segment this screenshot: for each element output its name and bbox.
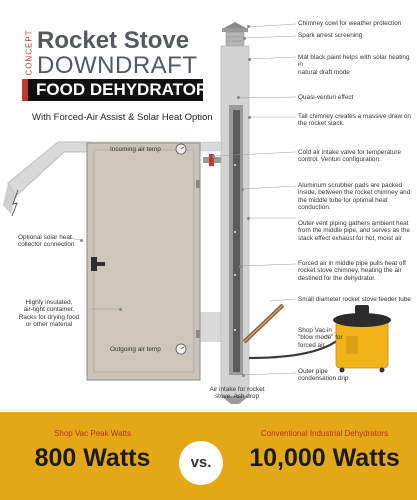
label-forced-air: Forced air in middle pipe pulls heat off rocket stove chimney, heating the air destined for the dehydrator. bbox=[298, 260, 406, 282]
comparison-right-label: Conventional Industrial Dehydrators bbox=[260, 429, 389, 438]
label-quasi-venturi: Quasi-venturi effect bbox=[298, 94, 354, 101]
label-air-intake: Air intake for rocket stove. Ash drop bbox=[209, 386, 265, 401]
label-mat-black: Mat black paint helps with solar heating in natural draft mode bbox=[298, 54, 410, 76]
concept-label: CONCEPT bbox=[24, 29, 34, 76]
title-line-2: DOWNDRAFT bbox=[37, 52, 198, 79]
label-incoming-air: Incoming air temp bbox=[110, 146, 161, 153]
comparison-right-value: 10,000 Watts bbox=[249, 444, 400, 472]
subtitle: With Forced-Air Assist & Solar Heat Option bbox=[32, 112, 213, 123]
label-cold-air-valve: Cold air intake valve for temperature control. Venturi configuration. bbox=[298, 149, 402, 164]
label-outer-vent: Outer vent piping gathers ambient heat from the middle pipe, and serves as the stack effect exhaust for hot, moist air bbox=[298, 220, 410, 242]
comparison-left-value: 800 Watts bbox=[34, 444, 151, 472]
label-chimney-cowl: Chimney cowl for weather protection bbox=[298, 20, 402, 27]
title-line-3: FOOD DEHYDRATOR bbox=[36, 80, 209, 99]
comparison-left-label: Shop Vac Peak Watts bbox=[54, 429, 131, 438]
comparison-vs-badge: vs. bbox=[179, 441, 223, 485]
label-tall-chimney: Tall chimney creates a massive draw on the rocket stack. bbox=[298, 113, 411, 128]
label-shop-vac: Shop Vac in "blow mode" for forced air bbox=[298, 327, 343, 349]
label-aluminum-scrubber: Aluminum scrubber pads are packed inside, between the rocket chimney and the middle tube for optimal heat conduction. bbox=[298, 182, 411, 212]
label-outgoing-air: Outgoing air temp bbox=[110, 346, 161, 353]
title-line-1: Rocket Stove bbox=[37, 27, 190, 54]
label-condensation: Outer pipe condensation drip bbox=[298, 368, 349, 383]
label-solar-collector: Optional solar heat collector connection bbox=[18, 234, 75, 249]
label-feeder-tube: Small diameter rocket stove feeder tube bbox=[298, 296, 411, 303]
label-spark-arrest: Spark arrest screening bbox=[298, 32, 363, 39]
label-insulated: Highly insulated, air-tight container. Racks for drying food or other material bbox=[18, 299, 80, 329]
